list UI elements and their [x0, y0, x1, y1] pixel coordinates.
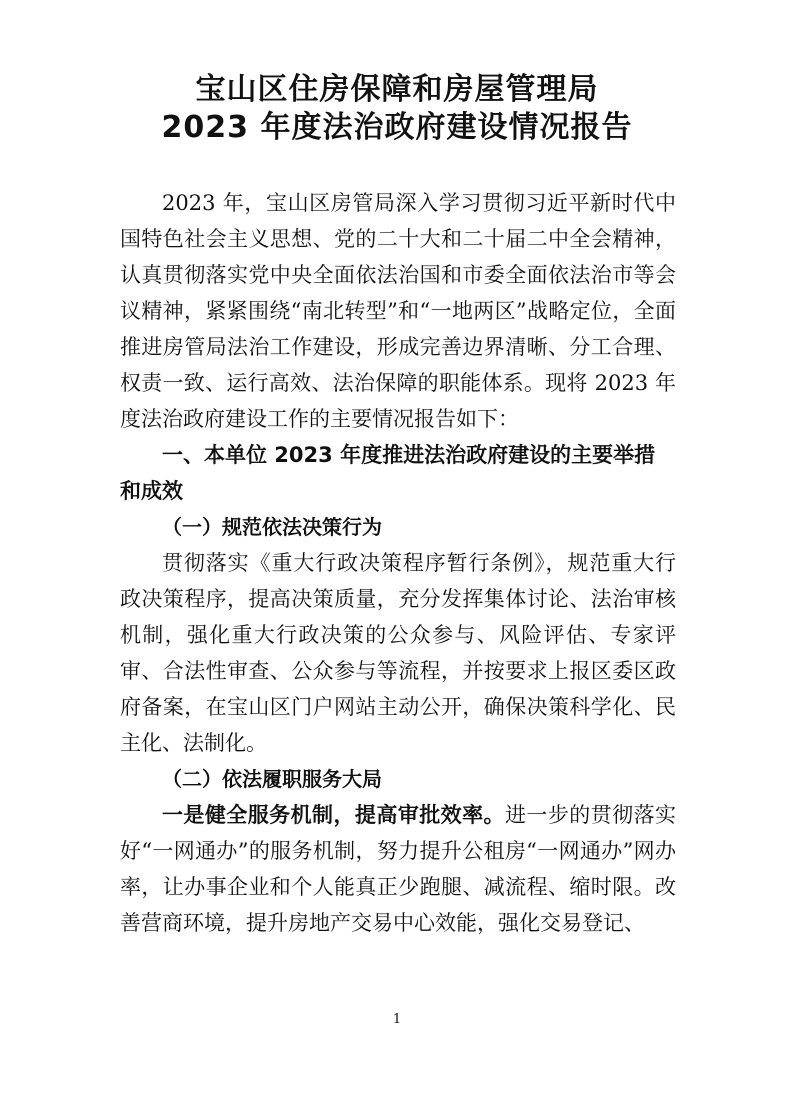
- point-1-lead: 一是健全服务机制，提高审批效率。: [162, 803, 505, 827]
- intro-paragraph: 2023 年，宝山区房管局深入学习贯彻习近平新时代中国特色社会主义思想、党的二十大和二十届二中全会精神，认真贯彻落实党中央全面依法治国和市委全面依法治市等会议精神，紧紧围绕“南北转型”和“一地两区”战略定位，全面推进房管局法治工作建设，形成完善边界清晰、分工合理、权责一致、运行高效、法治保障的职能体系。现将 2023 年度法治政府建设工作的主要情况报告如下：: [120, 191, 676, 431]
- point-1-paragraph: [120, 797, 676, 941]
- document-body: [120, 185, 676, 941]
- subsection-heading-2: （二）依法履职服务大局: [162, 767, 382, 791]
- document-title-line-1: 宝山区住房保障和房屋管理局: [195, 72, 599, 107]
- section-heading-1: 一、本单位 2023 年度推进法治政府建设的主要举措和成效: [120, 443, 656, 503]
- document-title-line-2: 2023 年度法治政府建设情况报告: [161, 110, 633, 145]
- subsection-heading-1: （一）规范依法决策行为: [162, 515, 382, 539]
- subsection-1-paragraph: 贯彻落实《重大行政决策程序暂行条例》，规范重大行政决策程序，提高决策质量，充分发挥集体讨论、法治审核机制，强化重大行政决策的公众参与、风险评估、专家评审、合法性审查、公众参与等流程，并按要求上报区委区政府备案，在宝山区门户网站主动公开，确保决策科学化、民主化、法制化。: [120, 551, 676, 755]
- page-number: 1: [392, 1012, 402, 1027]
- point-1-text: 进一步的贯彻落实好“一网通办”的服务机制，努力提升公租房“一网通办”网办率，让办事企业和个人能真正少跑腿、减流程、缩时限。改善营商环境，提升房地产交易中心效能，强化交易登记、: [120, 803, 677, 935]
